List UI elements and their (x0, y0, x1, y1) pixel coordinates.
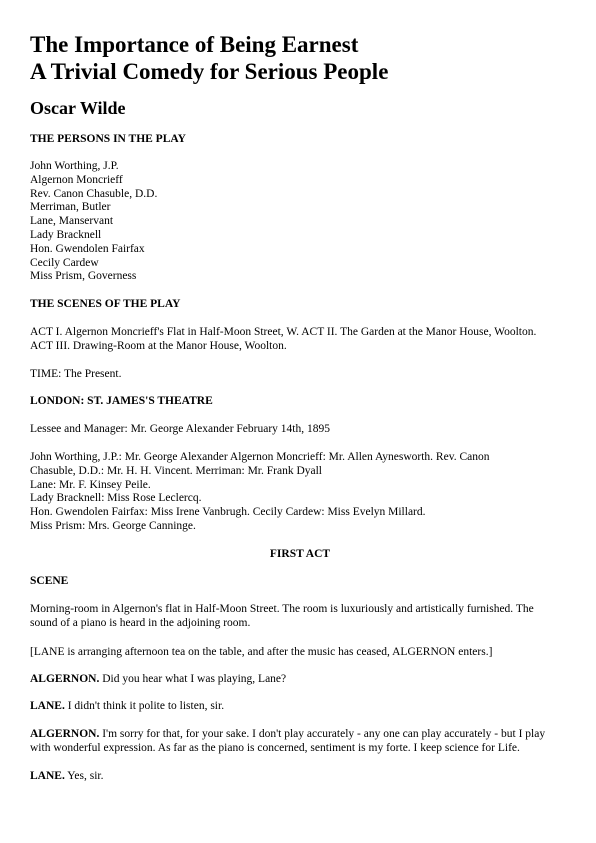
cast-paragraph (30, 451, 570, 534)
scenes-line: ACT III. Drawing-Room at the Manor House, Woolton. (30, 339, 287, 352)
speech-text: Did you hear what I was playing, Lane? (102, 673, 287, 685)
cast-line: John Worthing, J.P.: Mr. George Alexander Algernon Moncrieff: Mr. Allen Aynesworth. Rev. Canon (30, 451, 490, 463)
speaker-name: ALGERNON. (30, 728, 100, 740)
person-item: Merriman, Butler (30, 201, 111, 214)
person-item: Cecily Cardew (30, 256, 99, 269)
stage-direction (30, 646, 570, 660)
speech-text: I'm sorry for that, for your sake. I don't play accurately - any one can play accurately - but I play (102, 728, 546, 740)
dialogue-text (30, 700, 570, 714)
person-item: John Worthing, J.P. (30, 160, 119, 172)
title-line: The Importance of Being Earnest (30, 32, 359, 57)
dialogue-line (30, 728, 570, 756)
dialogue-text (30, 770, 570, 784)
scenes-paragraph (30, 326, 570, 354)
scene-description (30, 603, 570, 631)
person-item: Rev. Canon Chasuble, D.D. (30, 187, 158, 200)
cast-line: Lady Bracknell: Miss Rose Leclercq. (30, 492, 202, 505)
time-paragraph (30, 368, 570, 382)
author-name: Oscar Wilde (30, 98, 126, 118)
speech-text: Yes, sir. (67, 770, 104, 782)
time-line: TIME: The Present. (30, 368, 122, 380)
first-act-heading: FIRST ACT (269, 548, 331, 560)
dialogue-line (30, 673, 570, 687)
lessee-line: Lessee and Manager: Mr. George Alexander February 14th, 1895 (30, 423, 330, 435)
speaker-name: LANE. (30, 700, 65, 712)
speaker-name: LANE. (30, 770, 65, 782)
cast-line: Hon. Gwendolen Fairfax: Miss Irene Vanbrugh. Cecily Cardew: Miss Evelyn Millard. (30, 506, 426, 519)
stage-direction-line: [LANE is arranging afternoon tea on the table, and after the music has ceased, ALGERNON enters.] (30, 646, 493, 658)
scenes-line: ACT I. Algernon Moncrieff's Flat in Half-Moon Street, W. ACT II. The Garden at the Manor House, Woolton. (30, 326, 537, 338)
dialogue-text (30, 728, 570, 742)
persons-heading: THE PERSONS IN THE PLAY (30, 133, 186, 145)
speech-text: with wonderful expression. As far as the piano is concerned, sentiment is my forte. I keep science for Life. (30, 741, 520, 754)
scene-line: Morning-room in Algernon's flat in Half-Moon Street. The room is luxuriously and artistically furnished. The (30, 603, 534, 615)
lessee-paragraph (30, 423, 570, 437)
persons-list (30, 160, 570, 284)
person-item: Lady Bracknell (30, 228, 102, 241)
person-item: Hon. Gwendolen Fairfax (30, 242, 145, 255)
person-item: Lane, Manservant (30, 215, 114, 228)
cast-line: Lane: Mr. F. Kinsey Peile. (30, 478, 151, 491)
subtitle-line: A Trivial Comedy for Serious People (30, 59, 389, 84)
speaker-name: ALGERNON. (30, 673, 100, 685)
dialogue-text (30, 673, 570, 687)
theatre-heading: LONDON: ST. JAMES'S THEATRE (30, 395, 213, 407)
scenes-heading: THE SCENES OF THE PLAY (30, 298, 181, 310)
person-item: Algernon Moncrieff (30, 173, 123, 186)
dialogue-line (30, 770, 570, 784)
cast-line: Miss Prism: Mrs. George Canninge. (30, 519, 196, 532)
person-item: Miss Prism, Governess (30, 270, 137, 283)
scene-heading: SCENE (30, 575, 69, 587)
play-title (30, 31, 388, 85)
speech-text: I didn't think it polite to listen, sir. (67, 700, 225, 712)
scene-line: sound of a piano is heard in the adjoining room. (30, 616, 251, 629)
dialogue-line (30, 700, 570, 714)
cast-line: Chasuble, D.D.: Mr. H. H. Vincent. Merriman: Mr. Frank Dyall (30, 464, 322, 477)
